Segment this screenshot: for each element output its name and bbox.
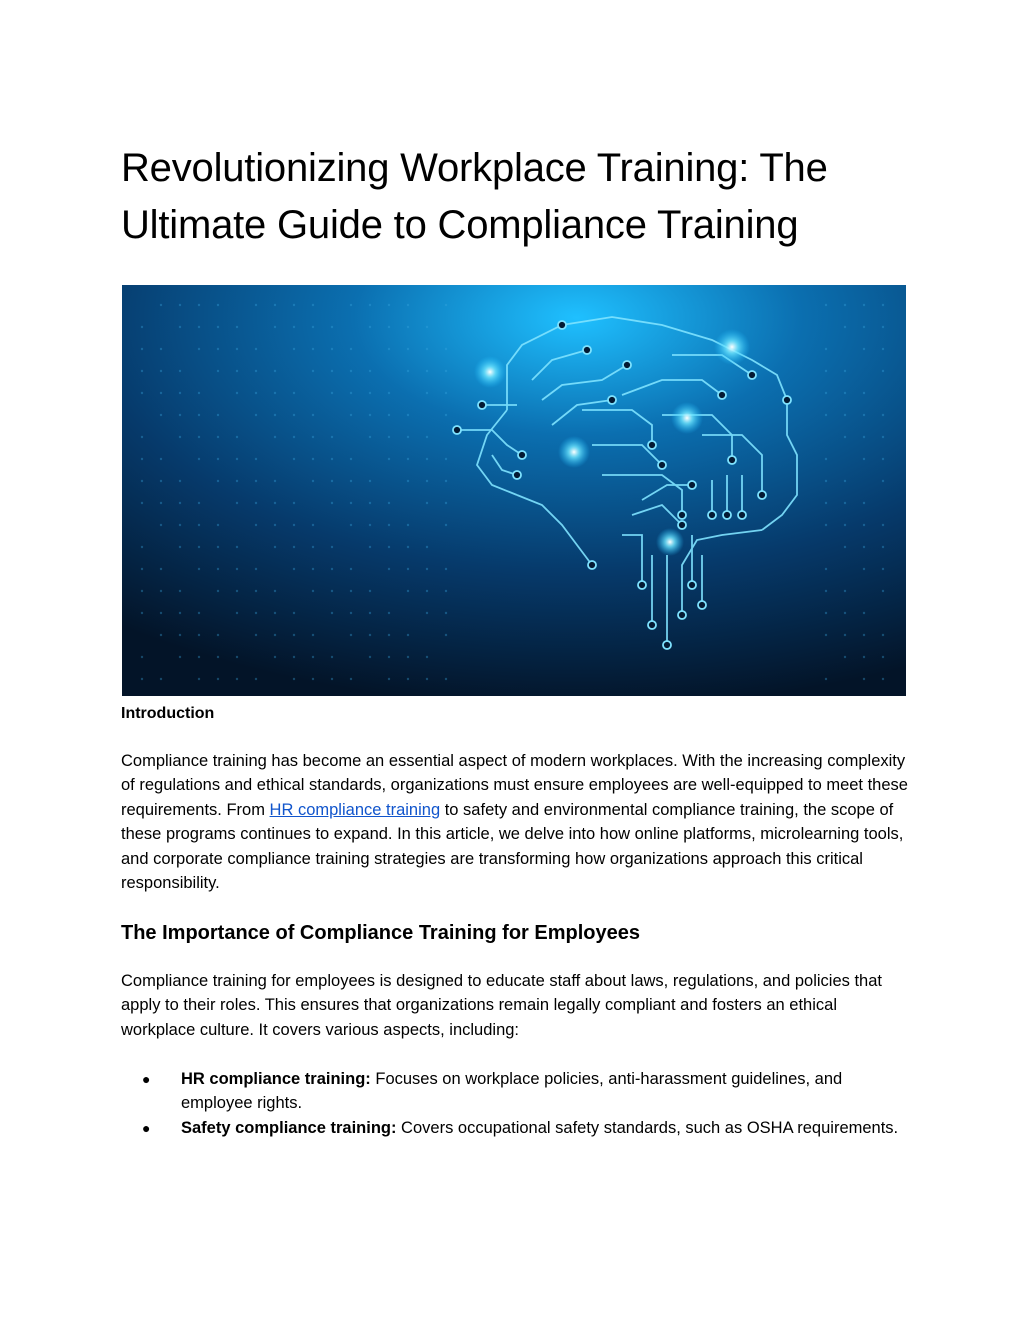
list-item [121,1116,906,1140]
brain-circuit-image [122,285,906,696]
title-line-1: Revolutionizing Workplace Training: The [121,146,828,190]
section-paragraph: Compliance training for employees is designed to educate staff about laws, regulations, and policies that apply to their roles. This ensures that organizations remain legally compliant and fosters an ethical workplace culture. It covers various aspects, including: [121,972,882,1039]
list-item-label: Safety compliance training: [181,1118,397,1137]
list-item-label: HR compliance training: [181,1070,371,1088]
bullet-icon: ● [142,1119,151,1136]
intro-text-2: to safety and environmental compliance training, the scope of these programs continues to expand. In this article, we delve into how online platforms, microlearning tools, and corporate compliance training strategies are transforming how organizations approach this critical responsibility. [121,800,904,893]
hr-compliance-training-link[interactable]: HR compliance training [269,800,441,819]
list-item-text: Focuses on workplace policies, anti-harassment guidelines, and employee rights. [181,1070,843,1113]
title-line-2: Ultimate Guide to Compliance Training [121,203,799,247]
intro-text-1: Compliance training has become an essential aspect of modern workplaces. With the increasing complexity of regulations and ethical standards, organizations must ensure employees are well-equipped to meet these requirements. From [121,752,908,819]
intro-paragraph [121,749,911,895]
page-title [121,140,911,254]
section-heading: The Importance of Compliance Training for Employees [121,922,640,944]
list-item-text: Covers occupational safety standards, such as OSHA requirements. [396,1118,899,1137]
list-item [121,1067,906,1116]
intro-heading: Introduction [121,705,215,722]
bullet-icon: ● [142,1071,151,1087]
bullet-list [121,1067,906,1140]
